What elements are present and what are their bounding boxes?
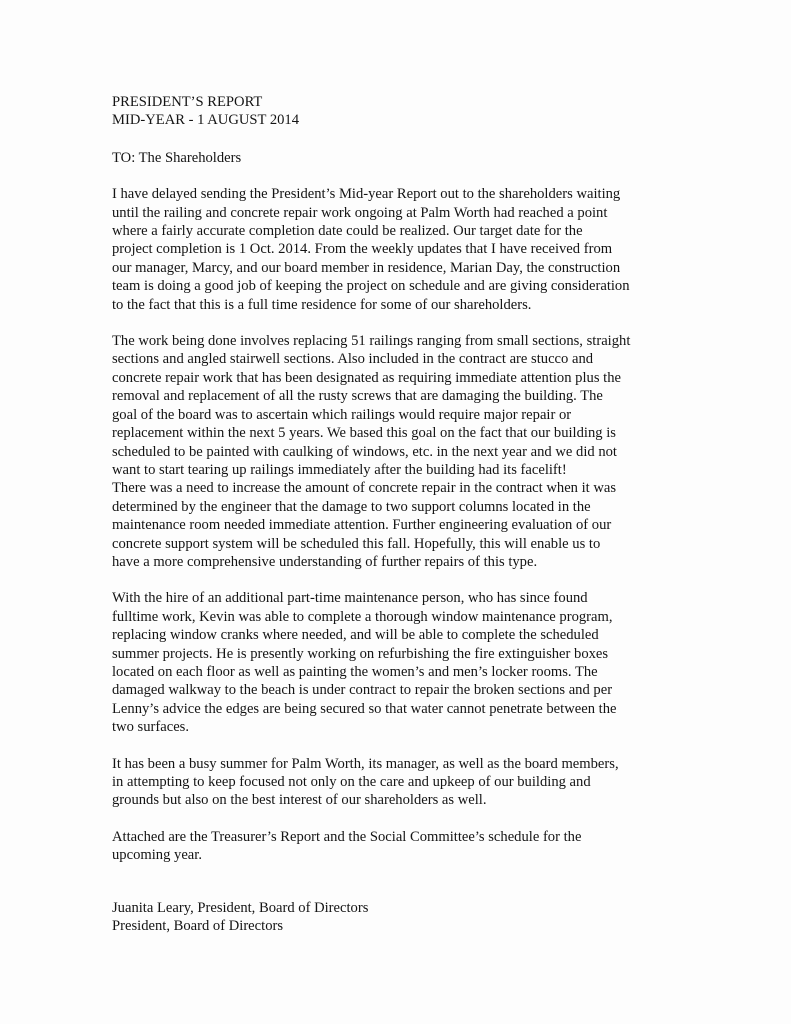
paragraph-line: damaged walkway to the beach is under contract to repair the broken sections and per [112,682,613,699]
salutation: TO: The Shareholders [112,149,242,166]
paragraph-line: team is doing a good job of keeping the project on schedule and are giving consideration [112,278,630,295]
paragraph-line: in attempting to keep focused not only on the care and upkeep of our building and [112,774,591,790]
paragraph-line: located on each floor as well as painting the women’s and men’s locker rooms. The [112,663,598,680]
paragraph [112,332,692,571]
paragraph-line: project completion is 1 Oct. 2014. From the weekly updates that I have received from [112,241,613,258]
paragraph-line: our manager, Marcy, and our board member in residence, Marian Day, the construction [112,259,621,276]
paragraph [112,755,692,810]
report-date-line: MID-YEAR - 1 AUGUST 2014 [112,112,300,129]
signature-name: Juanita Leary, President, Board of Directors [112,899,369,916]
paragraph-line: two surfaces. [112,719,189,736]
paragraph-line: to the fact that this is a full time residence for some of our shareholders. [112,296,532,313]
paragraph-line: until the railing and concrete repair work ongoing at Palm Worth had reached a point [112,204,608,221]
paragraph-line: concrete repair work that has been designated as requiring immediate attention plus the [112,369,621,386]
paragraph-line: replacement within the next 5 years. We based this goal on the fact that our building is [112,425,616,442]
paragraph-line: fulltime work, Kevin was able to complete a thorough window maintenance program, [112,608,613,625]
paragraph-line: The work being done involves replacing 51 railings ranging from small sections, straight [112,333,631,350]
paragraph-line: where a fairly accurate completion date could be realized. Our target date for the [112,223,583,240]
paragraph-line: grounds but also on the best interest of our shareholders as well. [112,792,487,809]
paragraph [112,185,692,314]
paragraph-line: determined by the engineer that the damage to two support columns located in the [112,498,591,515]
paragraph-line: concrete support system will be scheduled this fall. Hopefully, this will enable us to [112,535,601,552]
paragraph-line: have a more comprehensive understanding of further repairs of this type. [112,553,538,570]
paragraph [112,589,692,736]
paragraph-line: goal of the board was to ascertain which railings would require major repair or [112,406,572,423]
paragraph-line: Lenny’s advice the edges are being secured so that water cannot penetrate between the [112,700,617,717]
signature-title: President, Board of Directors [112,918,284,935]
paragraph [112,828,692,865]
paragraph-line: scheduled to be painted with caulking of windows, etc. in the next year and we did not [112,443,617,460]
paragraph-line: removal and replacement of all the rusty screws that are damaging the building. The [112,388,603,405]
paragraph-line: maintenance room needed immediate attention. Further engineering evaluation of our [112,517,612,534]
paragraph-line: replacing window cranks where needed, and will be able to complete the scheduled [112,627,599,644]
paragraph-line: sections and angled stairwell sections. Also included in the contract are stucco and [112,351,594,368]
paragraph-line: want to start tearing up railings immediately after the building had its facelift! [112,461,567,478]
paragraph-line: There was a need to increase the amount of concrete repair in the contract when it was [112,480,617,497]
signature-block [112,899,692,936]
report-body [112,93,692,935]
paragraph-line: Attached are the Treasurer’s Report and the Social Committee’s schedule for the [112,828,582,845]
paragraph-line: With the hire of an additional part-time maintenance person, who has since found [112,590,588,607]
paragraph-line: It has been a busy summer for Palm Worth, its manager, as well as the board members, [112,755,619,772]
report-title: PRESIDENT’S REPORT [112,94,263,110]
paragraph-line: I have delayed sending the President’s Mid-year Report out to the shareholders waiting [112,186,621,203]
paragraph-line: upcoming year. [112,847,202,864]
paragraph-line: summer projects. He is presently working on refurbishing the fire extinguisher boxes [112,645,609,662]
